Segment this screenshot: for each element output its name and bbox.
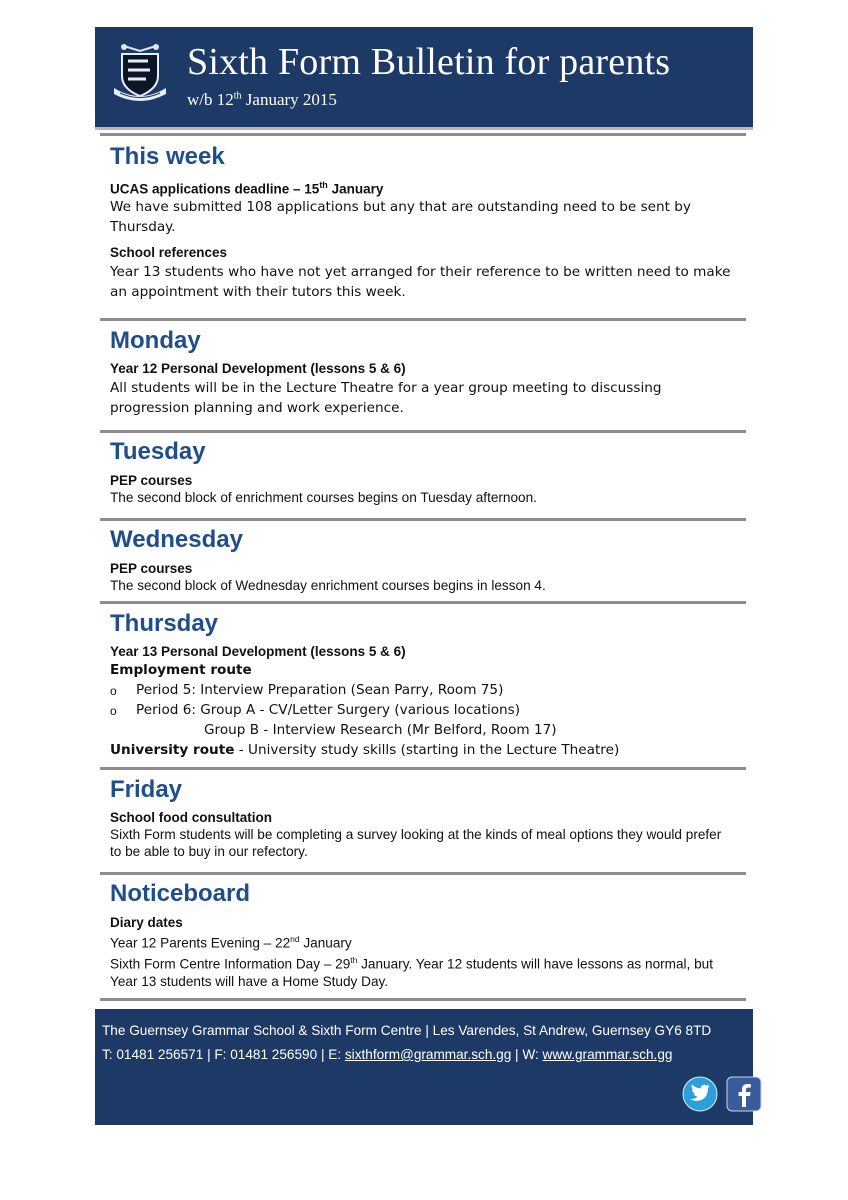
section-divider [100, 601, 746, 604]
monday-item-text: All students will be in the Lecture Theatre for a year group meeting to discussing progression planning and work experience. [110, 380, 662, 416]
wednesday-item-title: PEP courses [110, 561, 193, 576]
heading-this-week: This week [110, 143, 225, 170]
university-route: University route - University study skills (starting in the Lecture Theatre) [110, 742, 620, 758]
section-divider [100, 318, 746, 321]
wednesday-item-text: The second block of Wednesday enrichment courses begins in lesson 4. [110, 578, 546, 593]
diary-date-parents-evening: Year 12 Parents Evening – 22nd January [110, 934, 352, 951]
heading-monday: Monday [110, 327, 201, 354]
heading-wednesday: Wednesday [110, 526, 243, 553]
school-references-title: School references [110, 245, 228, 260]
email-link[interactable]: sixthform@grammar.sch.gg [344, 1047, 512, 1062]
facebook-icon[interactable] [726, 1076, 762, 1112]
period5-text: Period 5: Interview Preparation (Sean Parry, Room 75) [136, 682, 504, 698]
footer-address: The Guernsey Grammar School & Sixth Form Centre | Les Varendes, St Andrew, Guernsey GY6 8TD [102, 1023, 712, 1038]
monday-item-title: Year 12 Personal Development (lessons 5 & 6) [110, 361, 406, 376]
section-divider [100, 998, 746, 1001]
employment-route-label: Employment route [110, 662, 252, 678]
period6-text: Period 6: Group A - CV/Letter Surgery (various locations) [136, 702, 521, 718]
heading-thursday: Thursday [110, 610, 219, 637]
school-crest-icon [110, 42, 170, 104]
diary-date-information-day: Sixth Form Centre Information Day – 29th January. Year 12 students will have lessons as normal, but Year 13 students will have a Home Study Day. [110, 955, 714, 989]
bulletin-title: Sixth Form Bulletin for parents [187, 41, 671, 83]
twitter-icon[interactable] [682, 1076, 718, 1112]
tuesday-item-title: PEP courses [110, 473, 193, 488]
heading-noticeboard: Noticeboard [110, 880, 251, 907]
section-divider [100, 133, 746, 136]
ucas-deadline-text: We have submitted 108 applications but any that are outstanding need to be sent by Thursday. [110, 199, 691, 235]
thursday-item-title: Year 13 Personal Development (lessons 5 & 6) [110, 644, 406, 659]
bullet-marker: o [110, 704, 117, 718]
tuesday-item-text: The second block of enrichment courses begins on Tuesday afternoon. [110, 490, 537, 505]
friday-item-title: School food consultation [110, 810, 272, 825]
friday-item-text: Sixth Form students will be completing a survey looking at the kinds of meal options they would prefer to be able to buy in our refectory. [110, 827, 722, 859]
bullet-marker: o [110, 684, 117, 698]
bulletin-week: w/b 12th January 2015 [187, 90, 337, 109]
heading-friday: Friday [110, 776, 183, 803]
diary-dates-title: Diary dates [110, 915, 183, 930]
footer-contact: T: 01481 256571 | F: 01481 256590 | E: sixthform@grammar.sch.gg | W: www.grammar.sch.gg [102, 1047, 673, 1062]
heading-tuesday: Tuesday [110, 438, 206, 465]
section-divider [100, 767, 746, 770]
section-divider [100, 518, 746, 521]
school-references-text: Year 13 students who have not yet arranged for their reference to be written need to make an appointment with their tutors this week. [110, 264, 731, 300]
section-divider [100, 872, 746, 875]
website-link[interactable]: www.grammar.sch.gg [542, 1047, 673, 1062]
section-divider [100, 430, 746, 433]
header-stripe [95, 127, 753, 130]
period6-group-b-text: Group B - Interview Research (Mr Belford, Room 17) [204, 722, 557, 738]
ucas-deadline-title: UCAS applications deadline – 15th January [110, 180, 384, 197]
